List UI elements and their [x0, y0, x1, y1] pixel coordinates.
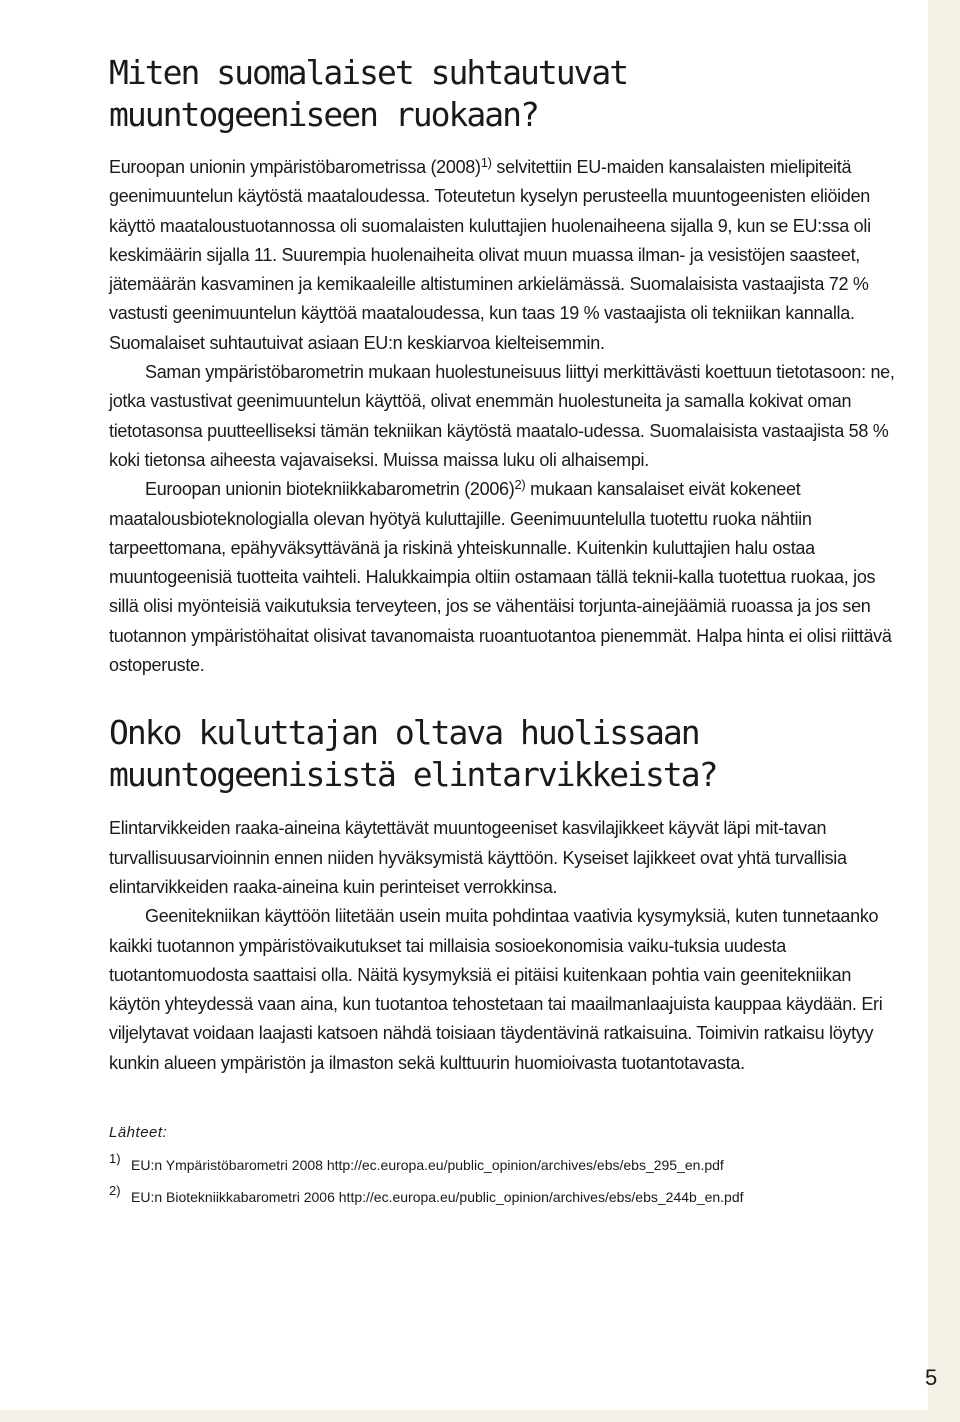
- section1-title-line2: muuntogeeniseen ruokaan?: [109, 95, 538, 134]
- source-reference-text: EU:n Ympäristöbarometri 2008 http://ec.europa.eu/public_opinion/archives/ebs/ebs_295_en.pdf: [131, 1157, 724, 1174]
- source-reference-text: EU:n Biotekniikkabarometri 2006 http://ec.europa.eu/public_opinion/archives/ebs/ebs_244b_en.pdf: [131, 1189, 744, 1206]
- section1-paragraph1: [109, 153, 906, 358]
- section1-title: [109, 52, 906, 136]
- section1-p1-start: Euroopan unionin ympäristöbarometrissa (2008): [109, 157, 481, 177]
- section1-p3-rest: mukaan kansalaiset eivät kokeneet maatalousbioteknologialla olevan hyötyä kuluttajille. Geenimuuntelulla tuotettu ruoka nähtiin tarpeettomana, epähyväksyttävänä ja riskinä yhteiskunnalle. Kuitenkin kuluttajien halu ostaa muuntogeenisiä tuotteita vaihteli. Halukkaimpia oltiin ostamaan tällä teknii-kalla tuotettua ruokaa, jos sillä olisi myönteisiä vaikutuksia terveyteen, jos se vähentäisi torjunta-ainejäämiä ruoassa ja jos sen tuotannon ympäristöhaitat olisivat tavanomaista ruoantuotantoa pienemmät. Halpa hinta ei olisi riittävä ostoperuste.: [109, 479, 892, 676]
- footnote-ref-1: 1): [480, 155, 492, 170]
- section2-title: [109, 712, 906, 796]
- section2-title-line1: Onko kuluttajan oltava huolissaan: [109, 713, 699, 753]
- section2-title-line2: muuntogeenisistä elintarvikkeista?: [109, 755, 717, 795]
- section2-paragraph2: Geenitekniikan käyttöön liitetään usein muita pohdintaa vaativia kysymyksiä, kuten tunnetaanko kaikki tuotannon ympäristövaikutukset tai millaisia sosioekonomisia vaiku-tuksia uudesta tuotantomuodosta saattaisi olla. Näitä kysymyksiä ei pitäisi kuitenkaan pohtia vain geenitekniikan käytön yhteydessä vaan aina, kun tuotantoa tehostetaan tai maailmanlaajuista kauppaa käydään. Eri viljelytavat voidaan laajasti katsoen nähdä toisiaan täydentävinä ratkaisuina. Toimivin ratkaisu löytyy kunkin alueen ympäristön ja ilmaston sekä kulttuurin huomioivasta tuotantotavasta.: [109, 906, 883, 1073]
- section1-paragraph2: Saman ympäristöbarometrin mukaan huolestuneisuus liittyi merkittävästi koettuun tietotasoon: ne, jotka vastustivat geenimuuntelun käyttöä, olivat enemmän huolestuneita ja samalla kokivat oman tietotasonsa puutteelliseksi tämän tekniikan käytöstä maatalo-udessa. Suomalaisista vastaajista 58 % koki tietonsa aiheesta vajavaiseksi. Muissa maissa luku oli alhaisempi.: [109, 362, 895, 470]
- sources-heading: Lähteet:: [109, 1124, 168, 1142]
- section1-p3-start: Euroopan unionin biotekniikkabarometrin (2006): [145, 479, 515, 500]
- section1-title-line1: Miten suomalaiset suhtautuvat: [109, 53, 628, 92]
- page-content: [109, 52, 906, 1219]
- section2-paragraph1: Elintarvikkeiden raaka-aineina käytettävät muuntogeeniset kasvilajikkeet käyvät läpi mit-tavan turvallisuusarvioinnin ennen niiden hyväksymistä käyttöön. Kyseiset lajikkeet ovat yhtä turvallisia elintarvikkeiden raaka-aineina kuin perinteiset verrokkinsa.: [109, 818, 847, 897]
- sources-section: [109, 1124, 906, 1219]
- page-number: 5: [925, 1365, 938, 1390]
- bottom-decoration: [0, 1410, 960, 1422]
- section1-p1-rest: selvitettiin EU-maiden kansalaisten mielipiteitä geenimuuntelun käytöstä maataloudessa. Toteutetun kyselyn perusteella muuntogeenisten eliöiden käyttö maataloustuotannossa oli suomalaisten kuluttajien huolenaiheena sijalla 9, kun se EU:ssa oli keskimäärin sijalla 11. Suurempia huolenaiheita olivat muun muassa ilman- ja vesistöjen saasteet, jätemäärän kasvaminen ja kemikaaleille altistuminen arkielämässä. Suomalaisista vastaajista 72 % vastusti geenimuuntelun käyttöä maataloudessa, kun taas 19 % vastaajista oli tekniikan kannalla. Suomalaiset suhtautuivat asiaan EU:n keskiarvoa kielteisemmin.: [109, 157, 871, 353]
- source-reference-number: 2): [109, 1183, 121, 1199]
- source-reference-1: [109, 1151, 906, 1187]
- source-reference-number: 1): [109, 1151, 121, 1167]
- side-decoration: [928, 0, 960, 1422]
- source-reference-2: [109, 1183, 906, 1219]
- section1-paragraph3: [109, 475, 906, 680]
- footnote-ref-2: 2): [514, 477, 526, 493]
